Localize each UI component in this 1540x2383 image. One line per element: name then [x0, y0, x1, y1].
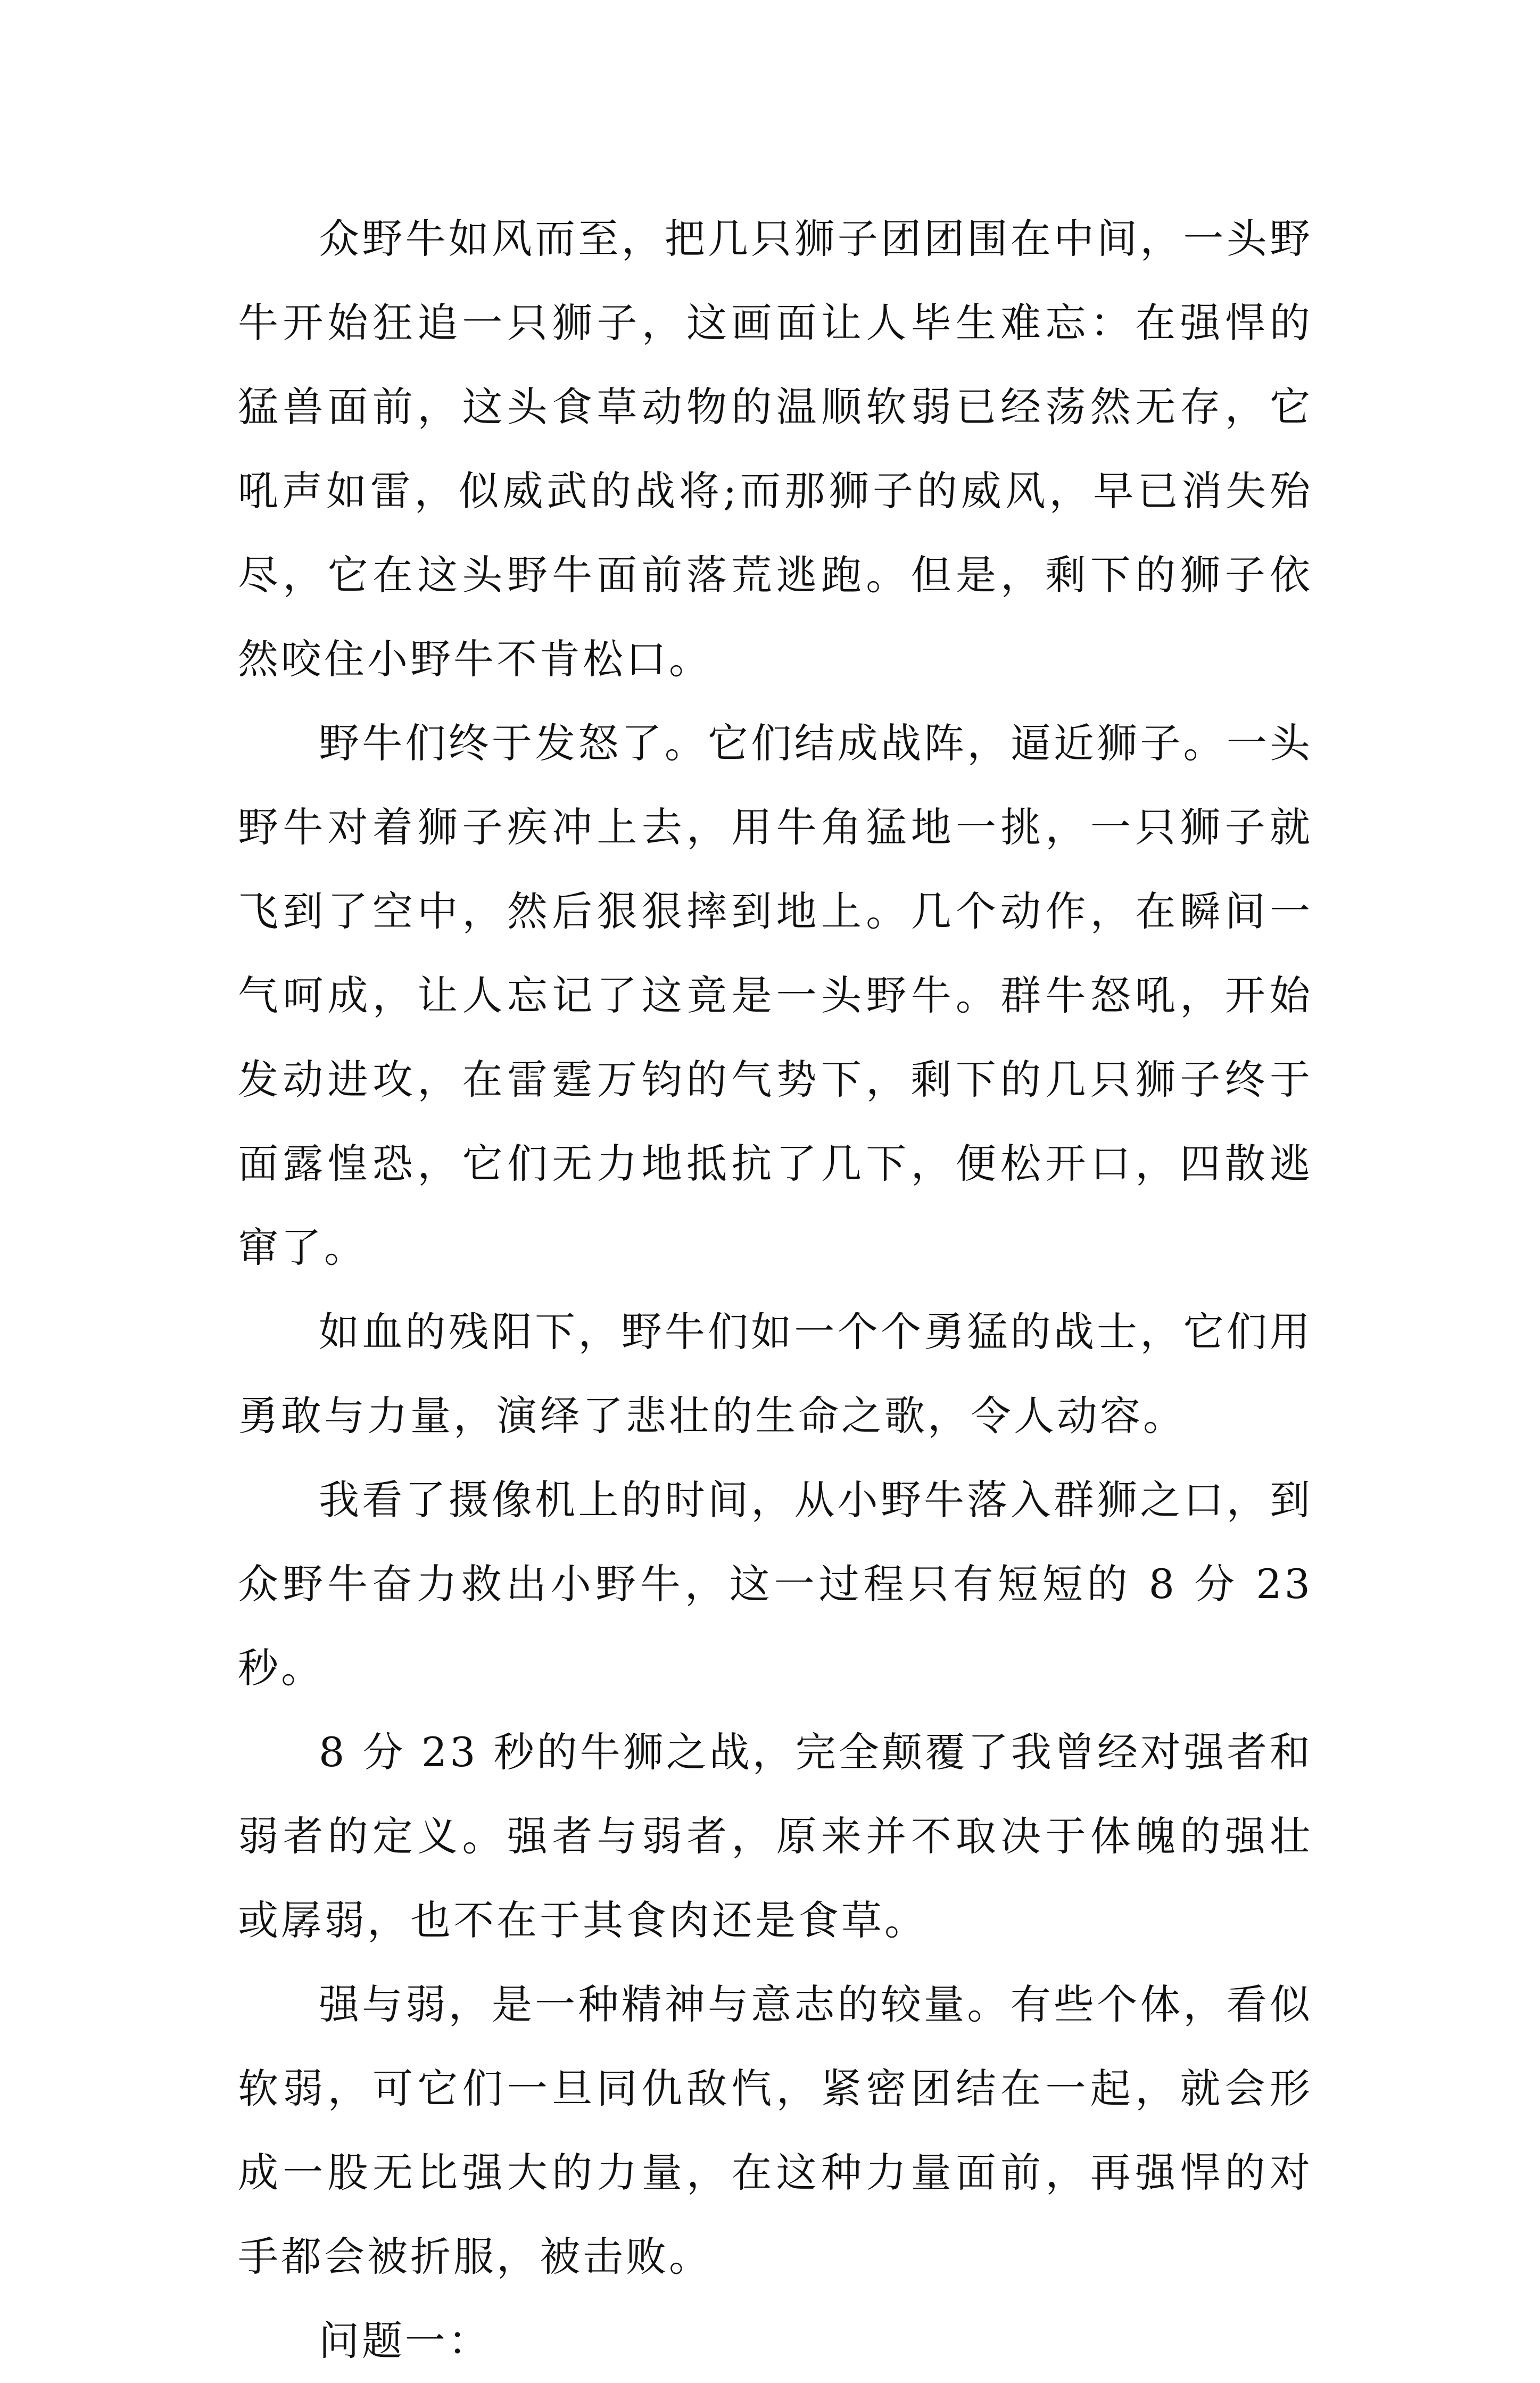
paragraph: 强与弱，是一种精神与意志的较量。有些个体，看似软弱，可它们一旦同仇敌忾，紧密团结在一起，就会形成一股无比强大的力量，在这种力量面前，再强悍的对手都会被折服，被击败。 — [238, 1981, 1313, 2280]
paragraph: 众野牛如风而至，把几只狮子团团围在中间，一头野牛开始狂追一只狮子，这画面让人毕生难忘：在强悍的猛兽面前，这头食草动物的温顺软弱已经荡然无存，它吼声如雷，似威武的战将;而那狮子的威风，早已消失殆尽，它在这头野牛面前落荒逃跑。但是，剩下的狮子依然咬住小野牛不肯松口。 — [238, 215, 1313, 683]
paragraph: 8 分 23 秒的牛狮之战，完全颠覆了我曾经对强者和弱者的定义。强者与弱者，原来并不取决于体魄的强壮或孱弱，也不在于其食肉还是食草。 — [238, 1728, 1313, 1944]
question-heading: 问题一： — [319, 2317, 491, 2364]
paragraph: 如血的残阳下，野牛们如一个个勇猛的战士，它们用勇敢与力量，演绎了悲壮的生命之歌，令人动容。 — [238, 1308, 1313, 1439]
paragraph: 我看了摄像机上的时间，从小野牛落入群狮之口，到众野牛奋力救出小野牛，这一过程只有短短的 8 分 23 秒。 — [238, 1476, 1313, 1692]
body-text — [238, 197, 1313, 2383]
paragraph: 野牛们终于发怒了。它们结成战阵，逼近狮子。一头野牛对着狮子疾冲上去，用牛角猛地一挑，一只狮子就飞到了空中，然后狠狠摔到地上。几个动作，在瞬间一气呵成，让人忘记了这竟是一头野牛。群牛怒吼，开始发动进攻，在雷霆万钧的气势下，剩下的几只狮子终于面露惶恐，它们无力地抵抗了几下，便松开口，四散逃窜了。 — [238, 719, 1313, 1271]
